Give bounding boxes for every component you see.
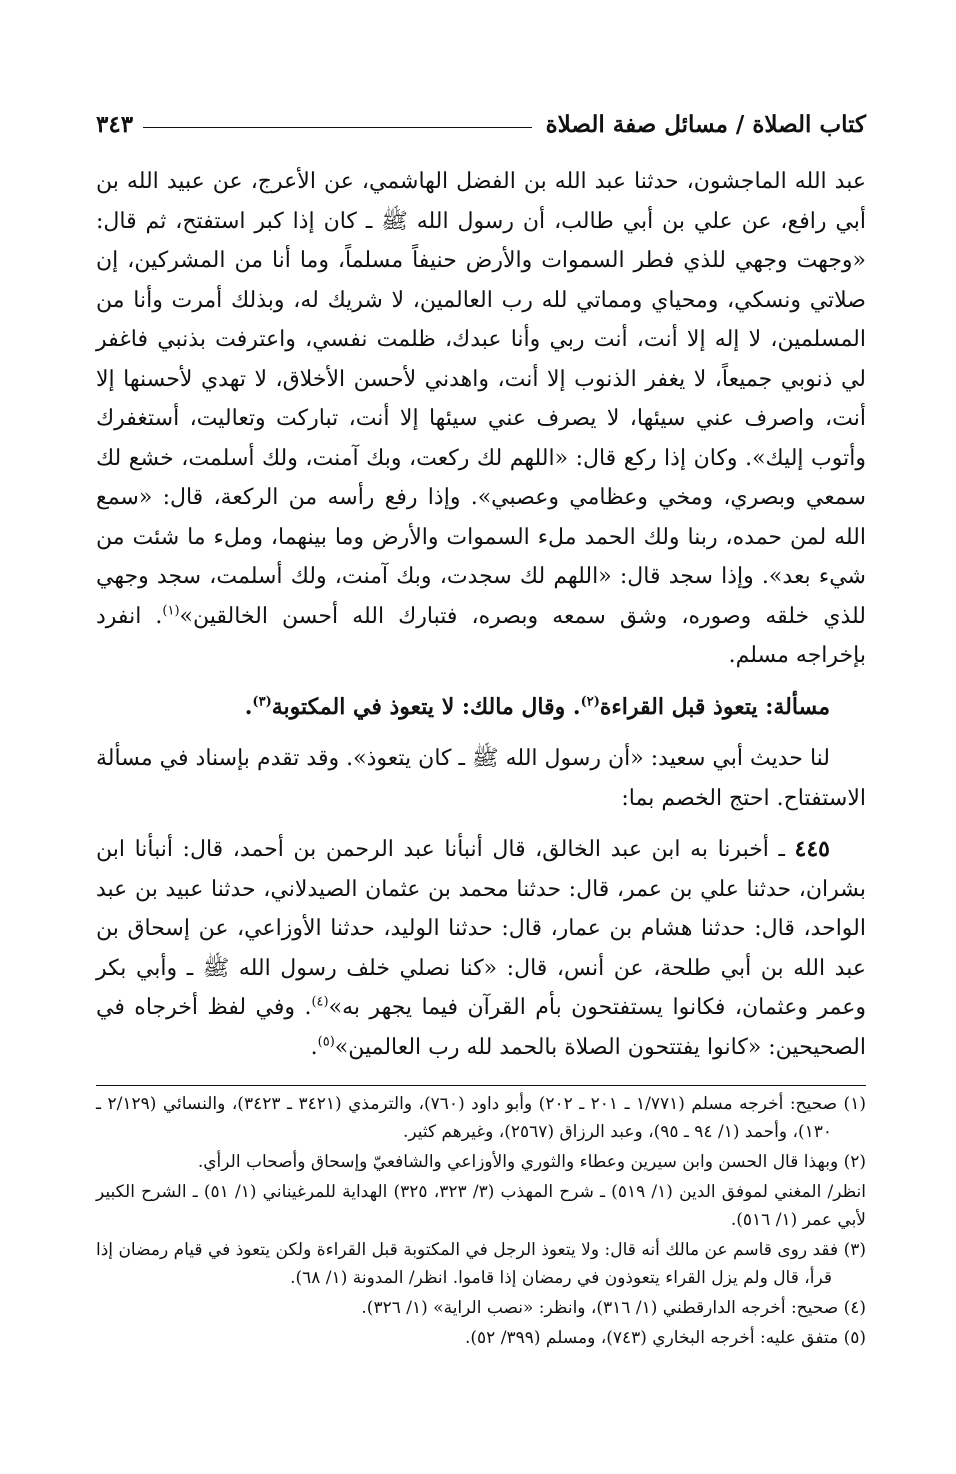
paragraph-hadith	[96, 162, 866, 676]
running-header	[96, 96, 866, 138]
footnote-separator	[96, 1085, 866, 1086]
main-text	[96, 162, 866, 1067]
footnote-ref-5: (٥)	[317, 1034, 335, 1050]
page-number: ٣٤٣	[96, 111, 134, 138]
footnote-3: (٣) فقد روى قاسم عن مالك أنه قال: ولا يتعوذ الرجل في المكتوبة قبل القراءة ولكن يتعوذ في قيام رمضان إذا قرأ، قال ولم يزل القراء يتعوذون في رمضان إذا قاموا. انظر/ المدونة (١/ ٦٨).	[96, 1240, 866, 1288]
footnote-2: (٢) وبهذا قال الحسن وابن سيرين وعطاء والثوري والأوزاعي والشافعيّ وإسحاق وأصحاب الرأي.	[197, 1152, 866, 1172]
book-page	[96, 96, 866, 1354]
chapter-title: كتاب الصلاة / مسائل صفة الصلاة	[545, 111, 866, 138]
footnote-ref-4: (٤)	[311, 994, 329, 1010]
masala-heading	[96, 688, 866, 728]
masala-text-c: .	[244, 693, 253, 720]
paragraph-hadith-text: عبد الله الماجشون، حدثنا عبد الله بن الفضل الهاشمي، عن الأعرج، عن عبيد الله بن أبي رافع، عن علي بن أبي طالب، أن رسول الله ﷺ ـ كان إذا كبر استفتح، ثم قال: «وجهت وجهي للذي فطر السموات والأرض حنيفاً مسلماً، وما أنا من المشركين، إن صلاتي ونسكي، ومحياي ومماتي لله رب العالمين، لا شريك له، وبذلك أمرت وأنا من المسلمين، لا إله إلا أنت، أنت ربي وأنا عبدك، ظلمت نفسي، واعترفت بذنبي فاغفر لي ذنوبي جميعاً، لا يغفر الذنوب إلا أنت، واهدني لأحسن الأخلاق، لا تهدي لأحسنها إلا أنت، واصرف عني سيئها، لا يصرف عني سيئها إلا أنت، تباركت وتعاليت، أستغفرك وأتوب إليك». وكان إذا ركع قال: «اللهم لك ركعت، وبك آمنت، ولك أسلمت، خشع لك سمعي وبصري، ومخي وعظامي وعصبي». وإذا رفع رأسه من الركعة، قال: «سمع الله لمن حمده، ربنا ولك الحمد ملء السموات والأرض وما بينهما، وملء ما شئت من شيء بعد». وإذا سجد قال: «اللهم لك سجدت، وبك آمنت، ولك أسلمت، سجد وجهي للذي خلقه وصوره، وشق سمعه وبصره، فتبارك الله أحسن الخالقين»	[96, 169, 867, 629]
footnote-ref-3: (٣)	[252, 694, 272, 710]
paragraph-argument: لنا حديث أبي سعيد: «أن رسول الله ﷺ ـ كان يتعوذ». وقد تقدم بإسناد في مسألة الاستفتاح. احتج الخصم بما:	[96, 746, 866, 811]
paragraph-hadith-445	[96, 830, 866, 1067]
footnotes	[96, 1090, 866, 1352]
header-rule	[143, 127, 532, 128]
hadith-number: ٤٤٥	[794, 836, 830, 862]
footnote-5: (٥) متفق عليه: أخرجه البخاري (٧٤٣)، ومسلم (٣٩٩/ ٥٢).	[464, 1328, 866, 1348]
masala-text-a: مسألة: يتعوذ قبل القراءة	[599, 693, 830, 720]
hadith-445-end: .	[310, 1034, 318, 1060]
masala-text-b: . وقال مالك: لا يتعوذ في المكتوبة	[271, 693, 581, 720]
paragraph-hadith-tail: . انفرد بإخراجه مسلم.	[96, 603, 866, 668]
hadith-445-text: ـ أخبرنا به ابن عبد الخالق، قال أنبأنا عبد الرحمن بن أحمد، قال: أنبأنا ابن بشران، حدثنا علي بن عمر، قال: حدثنا محمد بن عثمان الصيدلاني، حدثنا عبيد بن عبد الواحد، قال: حدثنا هشام بن عمار، قال: حدثنا الوليد، حدثنا الأوزاعي، عن إسحاق بن عبد الله بن أبي طلحة، عن أنس، قال: «كنا نصلي خلف رسول الله ﷺ ـ وأبي بكر وعمر وعثمان، فكانوا يستفتحون بأم القرآن فيما يجهر به»	[96, 837, 866, 1020]
hadith-445-mid: . وفي لفظ أخرجاه في الصحيحين: «كانوا يفتتحون الصلاة بالحمد لله رب العالمين»	[96, 995, 866, 1060]
footnote-1: (١) صحيح: أخرجه مسلم (١/٧٧١ ـ ٢٠١ ـ ٢٠٢) وأبو داود (٧٦٠)، والترمذي (٣٤٢١ ـ ٣٤٢٣)، والنسائي (٢/١٢٩ ـ ١٣٠)، وأحمد (١/ ٩٤ ـ ٩٥)، وعبد الرزاق (٢٥٦٧)، وغيرهم كثير.	[96, 1094, 866, 1142]
footnote-ref-2: (٢)	[580, 694, 600, 710]
footnote-2-refs: انظر/ المغني لموفق الدين (١/ ٥١٩) ـ شرح المهذب (٣/ ٣٢٣، ٣٢٥) الهداية للمرغيناني (١/ ٥١) ـ الشرح الكبير لأبي عمر (١/ ٥١٦).	[96, 1182, 867, 1230]
footnote-ref-1: (١)	[162, 603, 180, 619]
footnote-4: (٤) صحيح: أخرجه الدارقطني (١/ ٣١٦)، وانظر: «نصب الراية» (١/ ٣٢٦).	[361, 1298, 866, 1318]
